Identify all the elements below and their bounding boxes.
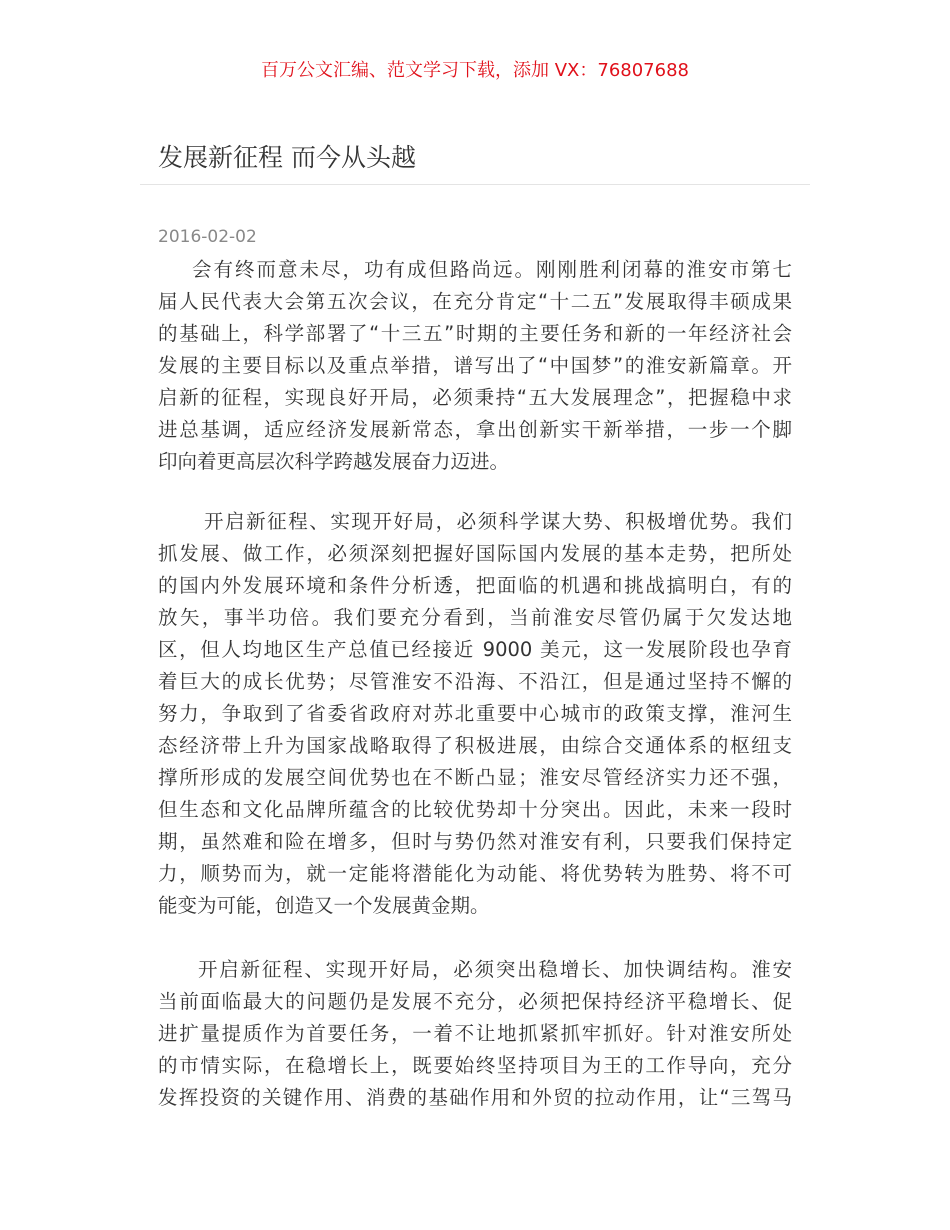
text-line: 着巨大的成长优势；尽管淮安不沿海、不沿江，但是通过坚持不懈的: [158, 670, 792, 693]
title-divider: [140, 184, 810, 185]
text-line: 的国内外发展环境和条件分析透，把面临的机遇和挑战搞明白，有的: [158, 574, 792, 597]
paragraph: [158, 254, 792, 478]
article-body: [158, 254, 792, 1142]
text-line: 期，虽然难和险在增多，但时与势仍然对淮安有利，只要我们保持定: [158, 830, 792, 853]
text-line: 开启新征程、实现开好局，必须突出稳增长、加快调结构。淮安: [198, 958, 792, 981]
text-line: 印向着更高层次科学跨越发展奋力迈进。: [158, 450, 510, 473]
promo-banner: 百万公文汇编、范文学习下载，添加 VX：76807688: [261, 60, 689, 81]
text-line: 的基础上，科学部署了“十三五”时期的主要任务和新的一年经济社会: [158, 322, 792, 345]
text-line: 会有终而意未尽，功有成但路尚远。刚刚胜利闭幕的淮安市第七: [192, 258, 792, 281]
text-line: 撑所形成的发展空间优势也在不断凸显；淮安尽管经济实力还不强，: [158, 766, 792, 789]
text-line: 的市情实际，在稳增长上，既要始终坚持项目为王的工作导向，充分: [158, 1054, 792, 1077]
text-line: 发挥投资的关键作用、消费的基础作用和外贸的拉动作用，让“三驾马: [158, 1086, 792, 1109]
text-line: 区，但人均地区生产总值已经接近 9000 美元，这一发展阶段也孕育: [158, 638, 792, 661]
paragraph: [158, 954, 792, 1114]
text-line: 态经济带上升为国家战略取得了积极进展，由综合交通体系的枢纽支: [158, 734, 792, 757]
publish-date: 2016-02-02: [158, 227, 257, 247]
text-line: 发展的主要目标以及重点举措，谱写出了“中国梦”的淮安新篇章。开: [158, 354, 792, 377]
paragraph: [158, 506, 792, 922]
text-line: 当前面临最大的问题仍是发展不充分，必须把保持经济平稳增长、促: [158, 990, 792, 1013]
text-line: 能变为可能，创造又一个发展黄金期。: [158, 894, 490, 917]
text-line: 开启新征程、实现开好局，必须科学谋大势、积极增优势。我们: [204, 510, 792, 533]
text-line: 但生态和文化品牌所蕴含的比较优势却十分突出。因此，未来一段时: [158, 798, 792, 821]
text-line: 启新的征程，实现良好开局，必须秉持“五大发展理念”，把握稳中求: [158, 386, 792, 409]
text-line: 进总基调，适应经济发展新常态，拿出创新实干新举措，一步一个脚: [158, 418, 792, 441]
text-line: 放矢，事半功倍。我们要充分看到，当前淮安尽管仍属于欠发达地: [158, 606, 792, 629]
text-line: 抓发展、做工作，必须深刻把握好国际国内发展的基本走势，把所处: [158, 542, 792, 565]
text-line: 努力，争取到了省委省政府对苏北重要中心城市的政策支撑，淮河生: [158, 702, 792, 725]
text-line: 进扩量提质作为首要任务，一着不让地抓紧抓牢抓好。针对淮安所处: [158, 1022, 792, 1045]
text-line: 力，顺势而为，就一定能将潜能化为动能、将优势转为胜势、将不可: [158, 862, 792, 885]
text-line: 届人民代表大会第五次会议，在充分肯定“十二五”发展取得丰硕成果: [158, 290, 792, 313]
page-title: 发展新征程 而今从头越: [158, 143, 416, 172]
